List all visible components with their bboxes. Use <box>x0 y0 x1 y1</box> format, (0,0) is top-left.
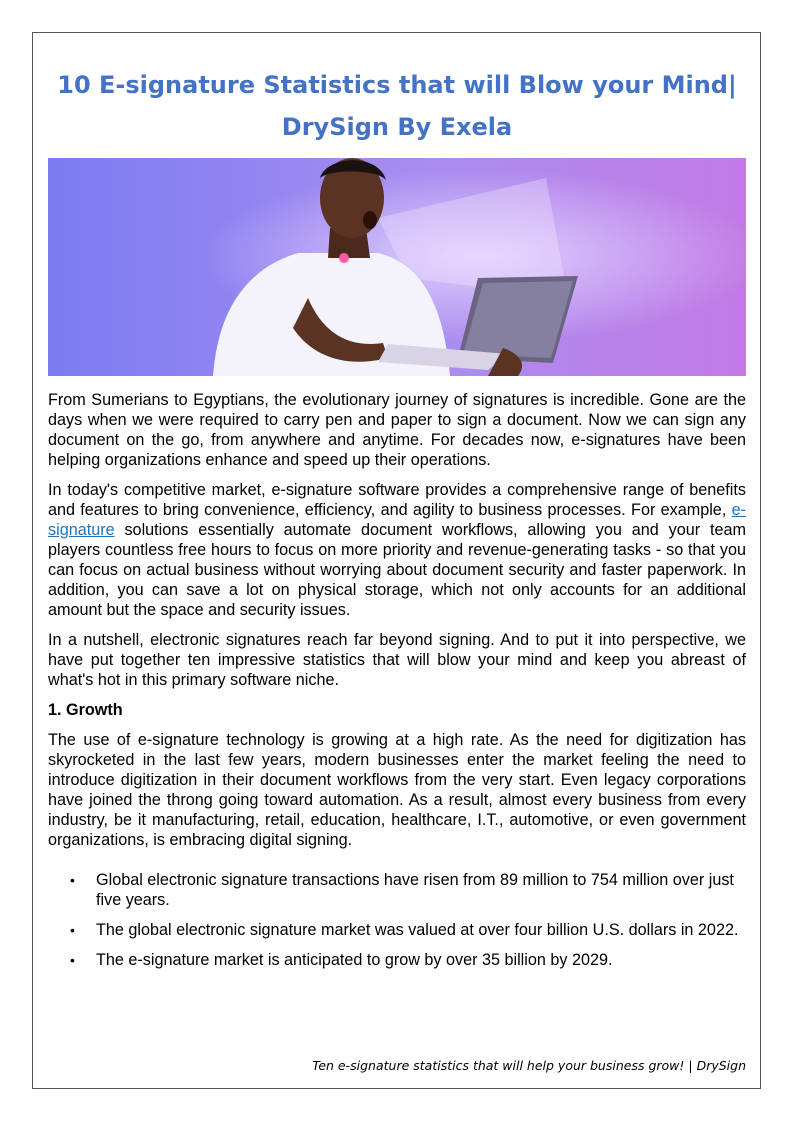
hero-illustration <box>48 158 746 376</box>
paragraph-market-text-1: In today's competitive market, e-signature software provides a comprehensive range of benefits and features to bring convenience, efficiency, and agility to business processes. For example, <box>48 481 746 519</box>
bullet-icon: • <box>70 952 75 968</box>
paragraph-growth: The use of e-signature technology is growing at a high rate. As the need for digitization has skyrocketed in the last few years, modern businesses enter the market feeling the need to introduce digitization in their document workflows from the very start. Even legacy corporations have joined the throng going toward automation. As a result, almost every business from every industry, be it manufacturing, retail, education, healthcare, I.T., automotive, or even government organizations, is embracing digital signing. <box>48 731 746 849</box>
page-footer: Ten e-signature statistics that will help your business grow! | DrySign <box>312 1058 746 1073</box>
page-title: 10 E-signature Statistics that will Blow your Mind| DrySign By Exela <box>57 71 737 141</box>
list-item-text: The e-signature market is anticipated to grow by over 35 billion by 2029. <box>96 951 613 969</box>
statistics-list <box>48 870 746 970</box>
bullet-icon: • <box>70 922 75 938</box>
list-item <box>48 920 746 940</box>
hero-image <box>48 158 746 376</box>
list-item-text: Global electronic signature transactions have risen from 89 million to 754 million over just five years. <box>96 871 734 909</box>
list-item <box>48 950 746 970</box>
article-body <box>48 390 746 980</box>
paragraph-market-text-2: solutions essentially automate document workflows, allowing you and your team players countless free hours to focus on more priority and revenue-generating tasks - so that you can focus on actual business without worrying about document security and faster paperwork. In addition, you can save a lot on physical storage, which not only accounts for an additional amount but the space and security issues. <box>48 521 746 619</box>
paragraph-nutshell: In a nutshell, electronic signatures reach far beyond signing. And to put it into perspective, we have put together ten impressive statistics that will blow your mind and keep you abreast of what's hot in this primary software niche. <box>48 631 746 689</box>
list-item-text: The global electronic signature market was valued at over four billion U.S. dollars in 2022. <box>96 921 739 939</box>
paragraph-intro: From Sumerians to Egyptians, the evolutionary journey of signatures is incredible. Gone are the days when we were required to carry pen and paper to sign a document. Now we can sign any document on the go, from anywhere and anytime. For decades now, e-signatures have been helping organizations enhance and speed up their operations. <box>48 391 746 469</box>
e-signature-link[interactable]: e-signature <box>48 501 746 539</box>
bullet-icon: • <box>70 872 75 888</box>
list-item <box>48 870 746 910</box>
section-heading-growth: 1. Growth <box>48 701 123 719</box>
paragraph-market <box>48 480 746 620</box>
